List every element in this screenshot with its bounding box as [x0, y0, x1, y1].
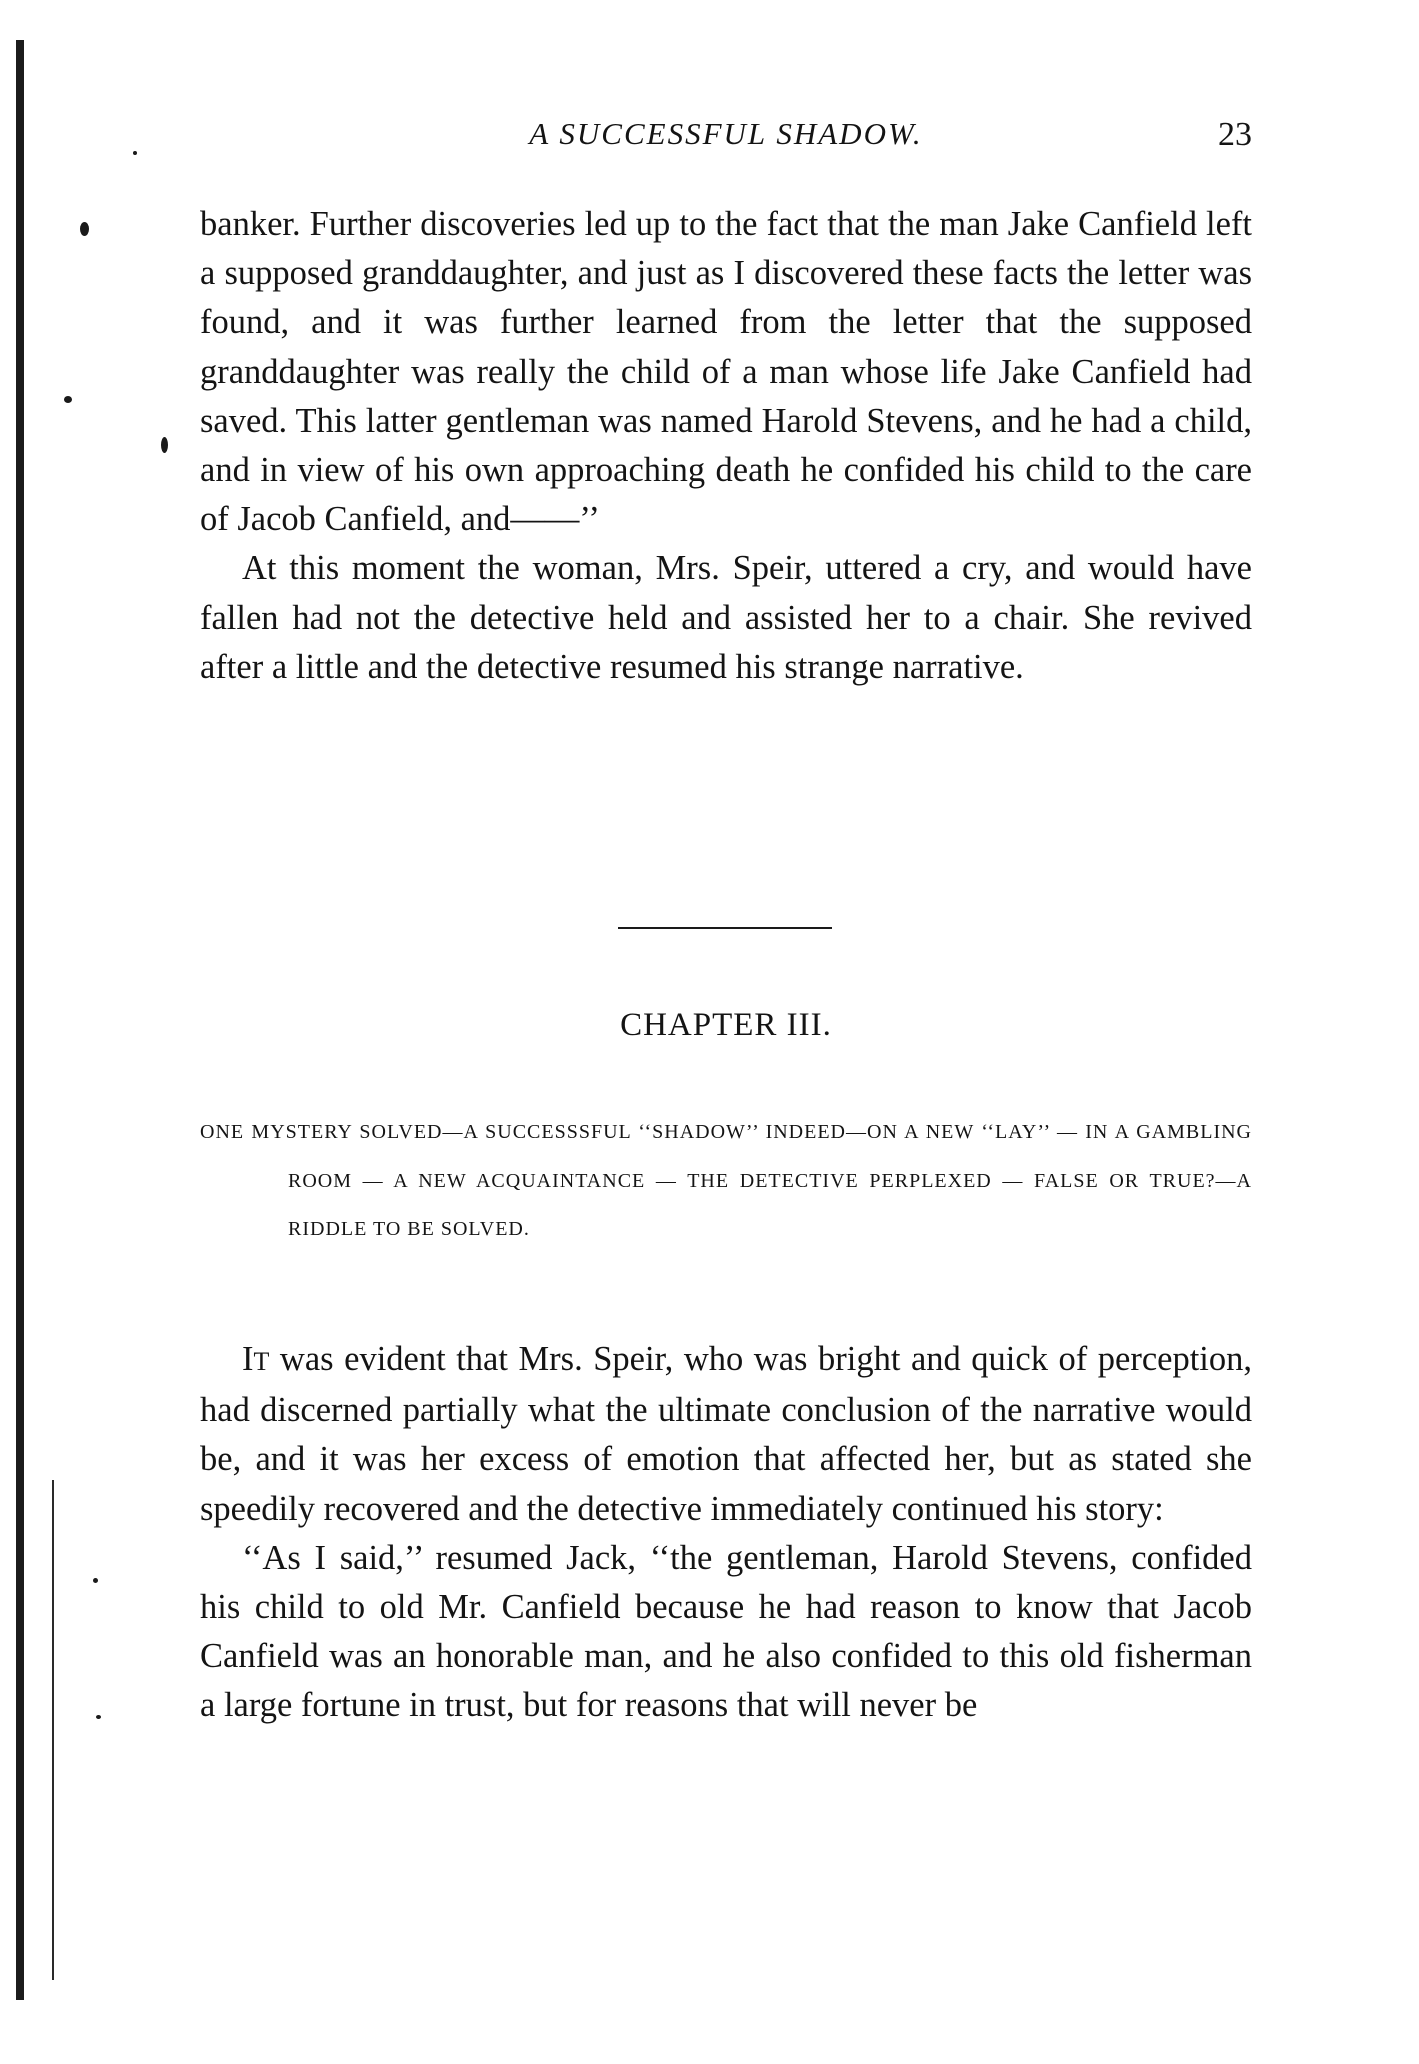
paragraph-body: was evident that Mrs. Speir, who was bright and quick of perception, had discerned partially what the ultimate conclusion of the narrative would be, and it was her excess of emotion that affected her, but as stated she speedily recovered and the detective immediately continued his story: [200, 1340, 1252, 1528]
lead-initial: I [242, 1340, 254, 1378]
bottom-text-block [200, 1335, 1252, 1731]
paragraph: banker. Further discoveries led up to the fact that the man Jake Canfield left a supposed granddaughter, and just as I discovered these facts the letter was found, and it was further learned from the letter that the supposed granddaughter was really the child of a man whose life Jake Canfield had saved. This latter gentleman was named Harold Stevens, and he had a child, and in view of his own approaching death he confided his child to the care of Jacob Canfield, and——’’ [200, 205, 1252, 539]
binding-edge-line [52, 1480, 54, 1980]
top-text-block [200, 200, 1252, 692]
ink-speck [64, 396, 72, 403]
running-title: A SUCCESSFUL SHADOW. [529, 116, 923, 151]
lead-smallcaps: T [253, 1347, 270, 1376]
running-head [200, 116, 1252, 166]
chapter-title: CHAPTER III. [620, 1007, 832, 1043]
ink-speck [161, 437, 168, 453]
page-number: 23 [1218, 116, 1252, 153]
paragraph: ‘‘As I said,’’ resumed Jack, ‘‘the gentleman, Harold Stevens, confided his child to old Mr. Canfield because he had reason to know that Jacob Canfield was an honorable man, and he also confided to this old fisherman a large fortune in trust, but for reasons that will never be [200, 1538, 1252, 1725]
ink-speck [93, 1578, 98, 1583]
ink-speck [133, 151, 137, 155]
paragraph: At this moment the woman, Mrs. Speir, uttered a cry, and would have fallen had not the detective held and assisted her to a chair. She revived after a little and the detective resumed his strange narrative. [200, 549, 1252, 686]
paragraph [200, 1335, 1252, 1534]
ink-speck [80, 222, 89, 236]
section-divider [618, 927, 832, 929]
ink-speck [96, 1715, 101, 1719]
binding-edge-shadow [16, 40, 24, 2000]
chapter-summary: ONE MYSTERY SOLVED—A SUCCESSSFUL ‘‘SHADOW’’ INDEED—ON A NEW ‘‘LAY’’ — IN A GAMBLING ROOM — A NEW ACQUAINTANCE — THE DETECTIVE PERPLEXED — FALSE OR TRUE?—A RIDDLE TO BE SOLVED. [200, 1121, 1252, 1240]
